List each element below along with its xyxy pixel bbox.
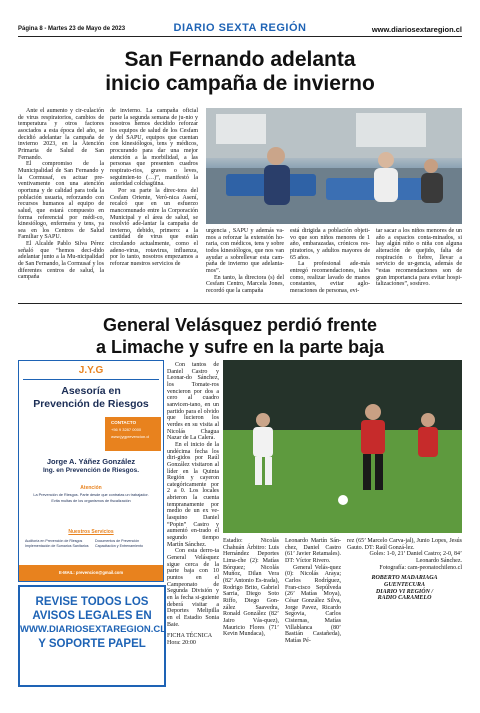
ad-profession: Ing. en Prevención de Riesgos. bbox=[42, 467, 140, 474]
article1-col1-p3: El Alcalde Pablo Silva Pérez señaló que “hemos deci-dido adelantar junto a la Mu-nicipalidad de San Fernando, la Cormusaf y los diferentes centros de salud, la campaña bbox=[18, 241, 104, 281]
website-link[interactable]: www.diariosextaregion.cl bbox=[371, 25, 462, 34]
article1-col4-p2: La profesional ade-más entregó recomendaciones, tales como, realizar lavado de manos constantes, evitar aglo-meraciones de personas, evi- bbox=[290, 261, 370, 294]
ad-title-line1: Asesoría en bbox=[61, 385, 121, 397]
ficha-tecnica-title: FICHA TÉCNICA bbox=[167, 633, 213, 640]
ad-contact-web: www.jygprevencion.cl bbox=[111, 434, 150, 439]
ad-service-item: Auditoría en Prevención de Riesgos bbox=[25, 539, 83, 543]
article1-col1-p2: El compromiso de la Municipalidad de San Fernando y la Cormusaf, es actuar pre-ventivamente con una atención oportuna y de calidad para toda la población usuaria, reforzando con recursos humanos al equipo de salud, que estará compuesto en forma referencial por médi-co, kinesiólogo, enfermera y tens, ya sea en los Centros de Salud Familiar y SAPU. bbox=[18, 161, 104, 241]
article1-title-line2: inicio campaña de invierno bbox=[105, 72, 375, 95]
ad-service-item: Capacitación y Entrenamiento bbox=[95, 544, 143, 548]
ad-service-item: Implementación de Sumarios Sanitarios bbox=[25, 544, 89, 548]
ad-contact-phone: +56 9 3287 0000 bbox=[111, 427, 142, 432]
article2-column-4 bbox=[347, 538, 462, 602]
article2-col1-p1: Con tantos de Daniel Castro y Leonar-do Sánchez, los Tomate-ros vencieron por dos a cero al cuadro sanvicen-tano, en un partido para el olvido que lucieron los verdes en su visita al Nicolás Chagua Nazar de La Calera. bbox=[167, 362, 219, 442]
page-date: Página 8 - Martes 23 de Mayo de 2023 bbox=[18, 26, 126, 32]
ad-attention-text: La Prevención de Riesgos. Parte desde que contratas un trabajador. bbox=[33, 493, 149, 497]
article2-column-2 bbox=[223, 538, 279, 638]
article1-column-1 bbox=[18, 108, 104, 281]
article2-column-3 bbox=[285, 538, 341, 645]
ad-email: E-MAIL: prevencion@gmail.com bbox=[19, 565, 163, 581]
article1-col3-p2: En tanto, la directora (s) del Cesfam Centro, Marcela Jones, recordó que la campaña bbox=[206, 274, 284, 294]
ad-rule bbox=[23, 379, 159, 380]
ad-brand: J.Y.G bbox=[78, 365, 104, 376]
article1-col3-p1: urgencia , SAPU y además va-mos a reforzar la extensión ho-raria, con médicos, tens y sobre todos kinesiólogos, que nos van ayudar a sobrellevar esta cam-paña de invierno que adelanta-mos”. bbox=[206, 228, 284, 274]
article1-col5-p1: tar sacar a los niños menores de un año a espacios conta-minados, si hay algún niño o niña con alguna alteración de quejido, falta de respiración o fiebre, llevar a servicio de ur-gencia, además de “estas recomendaciones son de gran importancia para evitar hospi-talizaciones”, sostuvo. bbox=[376, 228, 462, 288]
ad-attention-sub: Evita multas de los organismos de fiscalización bbox=[51, 499, 131, 503]
article2-col3-p1: Leonardo Martín Sán-chez, Daniel Castro (61’ Javier Retamales). DT: Víctor Rivero. bbox=[285, 538, 341, 564]
ad-contact-label: CONTACTO bbox=[111, 420, 137, 425]
article2-col1-p2: En el inicio de la undécima fecha los diri-gidos por Raúl González visitaron al líder en la Quinta Región y cayeron categóricamente por 2 a 0. Los locales abrieron la cuenta tempranamente por medio de un ex ve-lasquino Daniel “Popin” Castro y aumentó en-trado el segundo tiempo Martín Sánchez. bbox=[167, 441, 219, 548]
article1-col1-p1: Ante el aumento y cir-culación de virus respiratorios, cambios de temperatura y otros factores asociados a esta época del año, se decidió adelantar la campaña de invierno 2023, en la Atención Primaria de Salud de San Fernando. bbox=[18, 108, 104, 161]
article1-column-2 bbox=[110, 108, 198, 268]
legal-ad-line3: WWW.DIARIOSEXTAREGION.CL bbox=[20, 624, 167, 635]
header-rule bbox=[18, 36, 462, 37]
prevention-ad bbox=[18, 360, 164, 582]
article1-column-4 bbox=[290, 228, 370, 295]
masthead: DIARIO SEXTA REGIÓN bbox=[173, 22, 307, 34]
section-divider bbox=[18, 303, 462, 304]
article1-photo bbox=[206, 108, 462, 224]
article2-col1-p3: Con esta derro-ta General Velásquez sigue cerca de la parte baja con 10 puntos en el Campeonato de Segunda División y en la fecha si-guiente deberá visitar a Deportes Melipilla en el Estadio Sonia Baie. bbox=[167, 548, 219, 628]
byline-line: GUENTECURA bbox=[383, 581, 425, 588]
article1-column-3 bbox=[206, 228, 284, 295]
ficha-tecnica-hora: Hora: 20:00 bbox=[167, 639, 196, 646]
football-scene-illustration bbox=[223, 360, 462, 533]
article2-col4-p1: rez (65’ Marcelo Carva-jal), Junio Lopes, Jesús Gauto. DT: Raúl Gonzá-lez. bbox=[347, 538, 462, 551]
ad-contact-box bbox=[105, 417, 161, 451]
article1-column-5 bbox=[376, 228, 462, 288]
article2-photo bbox=[223, 360, 462, 533]
byline-line: DIARIO VI REGIÓN / bbox=[375, 588, 434, 595]
article2-title-line2: a Limache y sufre en la parte baja bbox=[95, 337, 385, 357]
article2-col3-p2: General Velás-quez (0): Nicolás Araya; Carlos Rodríguez, Fran-cisco Sepúlveda (26’ Matías Moya), César González Silva, Jorge Pavez, Ricardo Segovia, Carlos Cisternas, Matías Villablanca (80’ Bastián Castañeda), Matías Pé- bbox=[285, 564, 341, 644]
legal-ad-line1: REVISE TODOS LOS bbox=[35, 596, 149, 608]
article1-title-line1: San Fernando adelanta bbox=[124, 48, 356, 71]
article2-byline bbox=[347, 575, 462, 602]
ad-services-left bbox=[25, 539, 95, 549]
article2-col4-p3: Fotografía: cam-peonatochileno.cl bbox=[379, 564, 462, 571]
ad-attention-label: Atención bbox=[80, 485, 102, 491]
article1-col4-p1: está dirigida a población objeti-vo que son niños menores de 1 año, embarazadas, crónicos res-piratorios, y adultos mayores de 65 años. bbox=[290, 228, 370, 261]
byline-line: RADIO CARAMELO bbox=[377, 595, 432, 602]
article1-col2-p1: de invierno. La campaña oficial parte la segunda semana de ju-nio y nosotros hemos decidido reforzar los equipos de salud de los Cesfam y del SAPU, equipos que cuentan con kinesiólogos, tens y médicos, procurando para dar una mejor atención a la morbilidad, a las personas que presenten cuadros respirato-rios, graves o leves, seguimien-to (…)”, manifestó la autoridad colchagüina. bbox=[110, 108, 198, 188]
article2-column-1 bbox=[167, 362, 219, 647]
legal-ad-line4: Y SOPORTE PAPEL bbox=[38, 638, 146, 650]
ad-services-title: Nuestros Servicios bbox=[68, 529, 114, 535]
ad-person-name: Jorge A. Yáñez González bbox=[46, 457, 136, 466]
ad-service-item: Documentos de Prevención bbox=[95, 539, 140, 543]
article2-col4-p2: Goles: 1-0, 21’ Daniel Castro; 2-0, 84’ Leonardo Sánchez. bbox=[369, 551, 462, 564]
article2-title-line1: General Velásquez perdió frente bbox=[102, 315, 378, 335]
legal-notices-ad bbox=[18, 585, 166, 687]
legal-ad-line2: AVISOS LEGALES EN bbox=[32, 610, 152, 622]
ad-title-line2: Prevención de Riesgos bbox=[33, 398, 149, 410]
byline-line: ROBERTO MADARIAGA bbox=[371, 575, 438, 582]
article2-col2-p1: Estadio: Nicolás Chahuán Árbitro: Luis Hernández Deportes Lima-che (2): Matías Bórquez; Nicolás Muñoz, Dilan Vera (82’ Antonio Es-trada), Rodrigo Brito, Gabriel Sarria, Diego Soto Riffo, Diego Gon-zález Saavedra, Ronald González (82’ Jairo Vás-quez), Mauricio Flores (71’ Kevin Mundaca), bbox=[223, 538, 279, 638]
clinic-scene-illustration bbox=[206, 108, 462, 224]
ad-services-right bbox=[95, 539, 159, 549]
article1-col2-p2: Por su parte la direc-tora del Cesfam Oriente, Veró-nica Asení, recalcó que en un esfuerzo mancomunado entre la Corporación Municipal y el área de salud, se resolvió ade-lantar la campaña de invierno, debido, primero: a la cantidad de virus que están circulando actualmente, como el adeno-virus, rotavirus, influenza, por lo tanto, nosotros empezamos a reforzar nuestros servicios de bbox=[110, 187, 198, 268]
